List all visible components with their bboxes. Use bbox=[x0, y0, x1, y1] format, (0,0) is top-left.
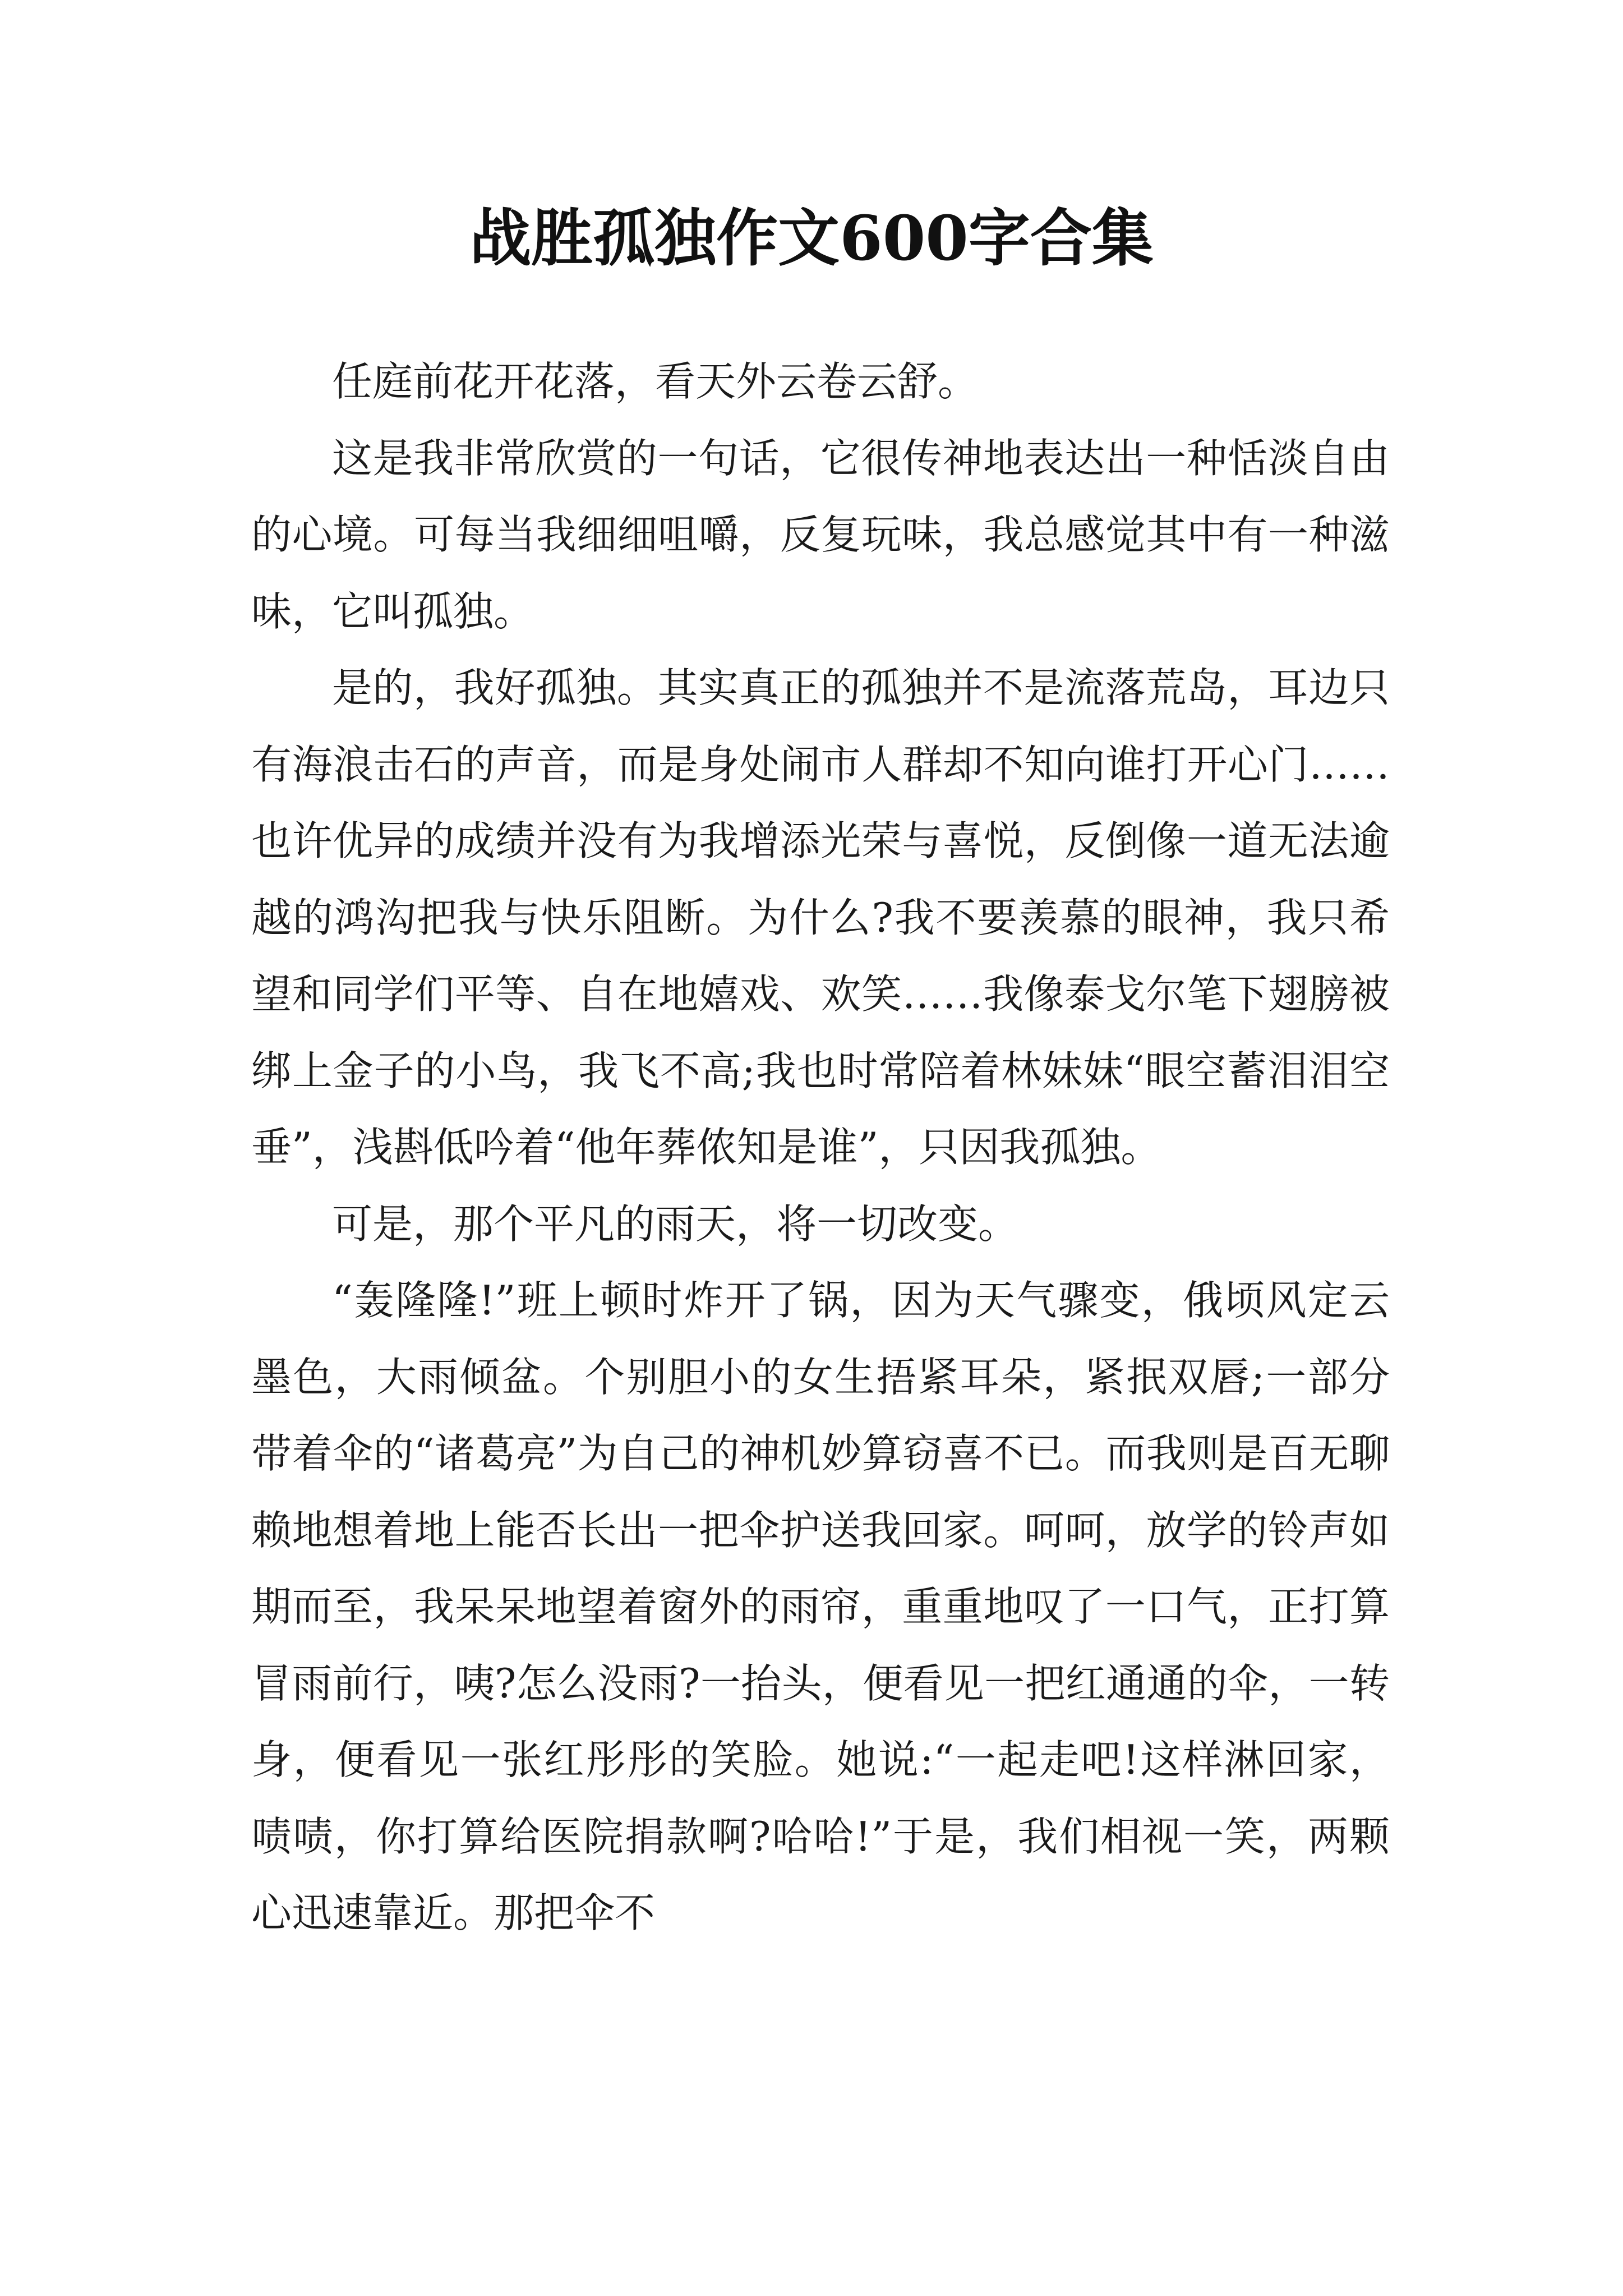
paragraph: “轰隆隆!”班上顿时炸开了锅，因为天气骤变，俄顷风定云墨色，大雨倾盆。个别胆小的女生捂紧耳朵，紧抿双唇;一部分带着伞的“诸葛亮”为自己的神机妙算窃喜不已。而我则是百无聊赖地想着地上能否长出一把伞护送我回家。呵呵，放学的铃声如期而至，我呆呆地望着窗外的雨帘，重重地叹了一口气，正打算冒雨前行，咦?怎么没雨?一抬头，便看见一把红通通的伞，一转身，便看见一张红彤彤的笑脸。她说:“一起走吧!这样淋回家，啧啧，你打算给医院捐款啊?哈哈!”于是，我们相视一笑，两颗心迅速靠近。那把伞不 bbox=[251, 1277, 1390, 1936]
document-body bbox=[251, 343, 1390, 1952]
paragraph: 可是，那个平凡的雨天，将一切改变。 bbox=[332, 1200, 1019, 1248]
paragraph: 这是我非常欣赏的一句话，它很传神地表达出一种恬淡自由的心境。可每当我细细咀嚼，反复玩味，我总感觉其中有一种滋味，它叫孤独。 bbox=[251, 434, 1390, 635]
paragraph: 是的，我好孤独。其实真正的孤独并不是流落荒岛，耳边只有海浪击石的声音，而是身处闹市人群却不知向谁打开心门……也许优异的成绩并没有为我增添光荣与喜悦，反倒像一道无法逾越的鸿沟把我与快乐阻断。为什么?我不要羡慕的眼神，我只希望和同学们平等、自在地嬉戏、欢笑……我像泰戈尔笔下翅膀被绑上金子的小鸟，我飞不高;我也时常陪着林妹妹“眼空蓄泪泪空垂”，浅斟低吟着“他年葬侬知是谁”，只因我孤独。 bbox=[251, 664, 1390, 1171]
document-title: 战胜孤独作文600字合集 bbox=[469, 202, 1154, 274]
paragraph: 任庭前花开花落，看天外云卷云舒。 bbox=[332, 358, 979, 405]
